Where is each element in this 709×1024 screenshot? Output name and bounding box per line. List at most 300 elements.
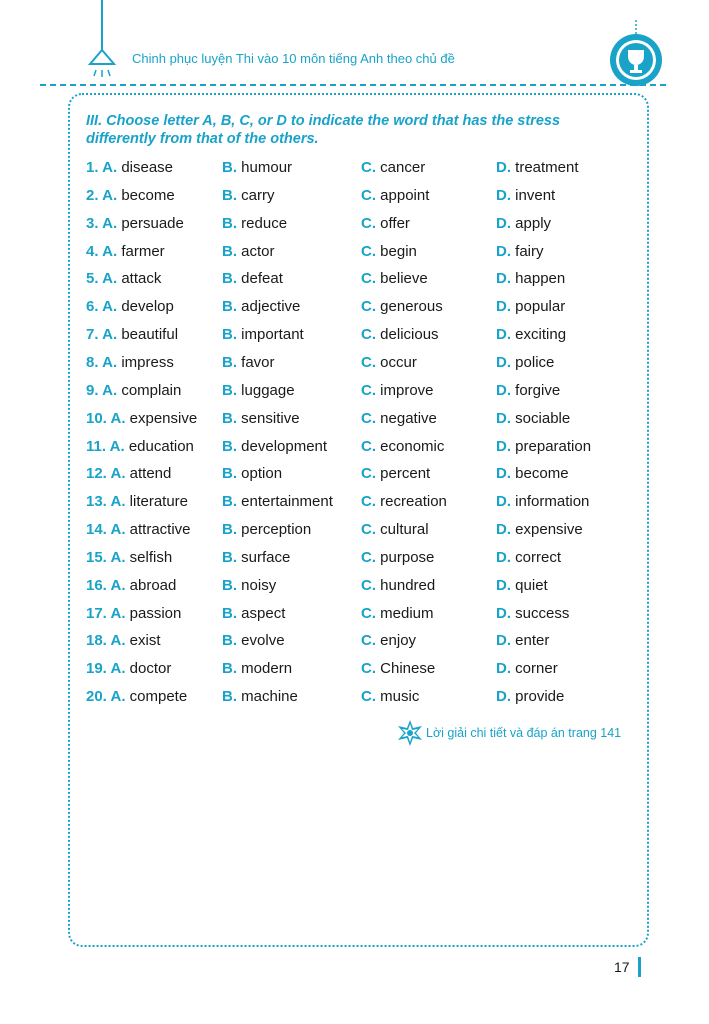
option-label (86, 159, 117, 176)
option-word: evolve (241, 632, 285, 650)
option-letter: D. (496, 548, 511, 566)
option-label (222, 382, 237, 399)
option-word: economic (380, 437, 445, 455)
question-number: 2. (86, 186, 99, 204)
option-c (361, 438, 444, 455)
option-c (361, 410, 437, 427)
question-number: 10. (86, 409, 107, 427)
option-word: hundred (380, 576, 436, 594)
option-label (496, 493, 511, 510)
option-d (496, 298, 565, 315)
option-label (361, 326, 376, 343)
option-word: actor (241, 242, 275, 260)
option-word: expensive (129, 409, 198, 427)
option-word: attack (121, 270, 162, 288)
question-row (86, 605, 646, 627)
option-letter: B. (222, 214, 237, 232)
page-number-bar (638, 957, 641, 977)
question-number: 17. (86, 604, 107, 622)
option-word: education (128, 437, 194, 455)
option-b (222, 465, 282, 482)
option-letter: A. (102, 186, 118, 204)
option-letter: D. (496, 242, 511, 260)
option-word: begin (380, 242, 417, 260)
option-label (496, 215, 511, 232)
option-label (86, 438, 125, 455)
option-label (86, 549, 125, 566)
option-letter: C. (361, 437, 376, 455)
option-a (86, 605, 181, 622)
option-label (361, 159, 376, 176)
option-label (86, 354, 117, 371)
option-b (222, 688, 298, 705)
option-label (222, 493, 237, 510)
option-d (496, 493, 589, 510)
option-c (361, 465, 430, 482)
question-row (86, 326, 646, 348)
option-c (361, 605, 434, 622)
option-label (222, 270, 237, 287)
option-word: percent (380, 465, 431, 483)
option-word: Chinese (380, 660, 436, 678)
option-letter: C. (361, 270, 376, 288)
option-label (361, 354, 376, 371)
option-word: surface (241, 548, 291, 566)
option-letter: B. (222, 381, 237, 399)
option-label (361, 438, 376, 455)
option-label (361, 493, 376, 510)
option-letter: B. (222, 298, 237, 316)
option-a (86, 688, 187, 705)
option-a (86, 326, 178, 343)
option-c (361, 632, 416, 649)
question-row (86, 577, 646, 599)
option-c (361, 298, 443, 315)
option-word: invent (515, 186, 556, 204)
option-label (86, 298, 117, 315)
option-b (222, 215, 287, 232)
option-letter: D. (496, 381, 511, 399)
option-letter: B. (222, 409, 237, 427)
option-label (496, 410, 511, 427)
option-b (222, 354, 275, 371)
option-word: appoint (380, 186, 430, 204)
option-c (361, 688, 419, 705)
option-word: reduce (241, 214, 288, 232)
answer-reference (396, 719, 621, 747)
question-number: 14. (86, 521, 107, 539)
question-number: 19. (86, 660, 107, 678)
star-burst-icon (396, 719, 424, 747)
option-c (361, 326, 439, 343)
option-c (361, 493, 447, 510)
question-row (86, 298, 646, 320)
option-word: doctor (129, 660, 172, 678)
option-label (86, 410, 125, 427)
option-letter: A. (102, 381, 118, 399)
option-label (496, 243, 511, 260)
option-label (496, 521, 511, 538)
option-letter: A. (102, 353, 118, 371)
option-word: option (241, 465, 283, 483)
option-c (361, 354, 417, 371)
option-letter: C. (361, 186, 376, 204)
option-letter: A. (110, 604, 126, 622)
question-number: 11. (86, 437, 107, 455)
option-word: fairy (515, 242, 544, 260)
option-letter: A. (110, 632, 126, 650)
option-letter: C. (361, 409, 376, 427)
option-letter: B. (222, 576, 237, 594)
option-b (222, 493, 333, 510)
option-label (86, 187, 117, 204)
option-letter: D. (496, 521, 511, 539)
option-word: expensive (515, 521, 583, 539)
option-letter: A. (110, 409, 126, 427)
option-label (496, 159, 511, 176)
option-letter: D. (496, 632, 511, 650)
option-word: provide (515, 688, 565, 706)
option-label (86, 465, 125, 482)
option-a (86, 660, 171, 677)
option-letter: D. (496, 493, 511, 511)
option-word: become (121, 186, 175, 204)
question-row (86, 382, 646, 404)
option-word: correct (515, 548, 562, 566)
option-letter: C. (361, 381, 376, 399)
question-row (86, 688, 646, 710)
option-letter: B. (222, 688, 237, 706)
option-b (222, 632, 285, 649)
option-letter: B. (222, 493, 237, 511)
option-letter: B. (222, 465, 237, 483)
option-word: attend (129, 465, 172, 483)
option-letter: A. (110, 493, 126, 511)
option-label (222, 465, 237, 482)
option-b (222, 438, 327, 455)
option-label (496, 354, 511, 371)
option-letter: C. (361, 298, 376, 316)
option-b (222, 326, 304, 343)
question-row (86, 660, 646, 682)
option-label (361, 270, 376, 287)
question-row (86, 521, 646, 543)
question-number: 18. (86, 632, 107, 650)
option-d (496, 605, 569, 622)
option-a (86, 493, 188, 510)
option-word: music (380, 688, 420, 706)
option-label (222, 243, 237, 260)
question-row (86, 549, 646, 571)
option-letter: B. (222, 270, 237, 288)
question-number: 4. (86, 242, 99, 260)
option-d (496, 354, 554, 371)
option-label (496, 382, 511, 399)
option-c (361, 577, 435, 594)
option-label (86, 577, 125, 594)
option-label (496, 438, 511, 455)
exercise-instruction: III. Choose letter A, B, C, or D to indicate the word that has the stress differently from that of the others. (86, 113, 561, 147)
option-word: purpose (380, 548, 435, 566)
option-word: recreation (380, 493, 447, 511)
option-label (222, 577, 237, 594)
option-letter: C. (361, 465, 376, 483)
option-word: perception (241, 521, 312, 539)
question-number: 9. (86, 381, 99, 399)
option-letter: A. (102, 270, 118, 288)
option-letter: D. (496, 576, 511, 594)
option-b (222, 605, 285, 622)
option-d (496, 577, 548, 594)
option-label (86, 632, 125, 649)
option-letter: C. (361, 604, 376, 622)
option-word: quiet (515, 576, 548, 594)
option-b (222, 521, 311, 538)
option-label (496, 577, 511, 594)
option-letter: C. (361, 660, 376, 678)
option-word: defeat (241, 270, 283, 288)
option-letter: D. (496, 270, 511, 288)
option-word: adjective (241, 298, 301, 316)
question-number: 15. (86, 548, 107, 566)
option-word: favor (241, 353, 275, 371)
option-letter: C. (361, 493, 376, 511)
option-letter: C. (361, 214, 376, 232)
option-word: machine (241, 688, 298, 706)
option-word: information (515, 493, 590, 511)
option-d (496, 521, 583, 538)
option-label (222, 159, 237, 176)
option-word: offer (380, 214, 410, 232)
option-label (86, 605, 125, 622)
question-row (86, 410, 646, 432)
option-word: persuade (121, 214, 184, 232)
option-letter: B. (222, 632, 237, 650)
option-word: disease (121, 159, 174, 176)
option-word: become (515, 465, 569, 483)
option-b (222, 410, 300, 427)
option-label (222, 326, 237, 343)
option-letter: B. (222, 604, 237, 622)
option-label (361, 410, 376, 427)
option-word: generous (380, 298, 443, 316)
option-label (361, 243, 376, 260)
option-word: entertainment (241, 493, 333, 511)
option-letter: B. (222, 159, 237, 176)
option-d (496, 410, 570, 427)
option-label (361, 549, 376, 566)
option-b (222, 159, 292, 176)
option-word: cancer (380, 159, 426, 176)
question-row (86, 159, 646, 181)
option-label (496, 465, 511, 482)
option-letter: A. (110, 660, 126, 678)
option-letter: C. (361, 548, 376, 566)
option-word: selfish (129, 548, 173, 566)
option-label (86, 326, 117, 343)
option-word: exist (129, 632, 161, 650)
option-label (496, 549, 511, 566)
option-label (86, 382, 117, 399)
option-a (86, 243, 165, 260)
option-label (86, 215, 117, 232)
option-label (361, 465, 376, 482)
option-label (361, 632, 376, 649)
option-word: develop (121, 298, 174, 316)
option-d (496, 326, 566, 343)
option-label (496, 660, 511, 677)
option-word: impress (121, 353, 174, 371)
option-word: popular (515, 298, 566, 316)
option-word: success (515, 604, 570, 622)
option-letter: A. (110, 688, 126, 706)
option-word: police (515, 353, 555, 371)
option-letter: C. (361, 242, 376, 260)
question-number: 5. (86, 270, 99, 288)
option-a (86, 187, 175, 204)
option-a (86, 632, 161, 649)
option-label (361, 660, 376, 677)
option-label (361, 605, 376, 622)
question-row (86, 465, 646, 487)
trophy-badge-icon (606, 20, 666, 90)
option-c (361, 660, 435, 677)
option-d (496, 187, 555, 204)
option-word: cultural (380, 521, 429, 539)
option-letter: B. (222, 186, 237, 204)
option-label (222, 438, 237, 455)
question-number: 12. (86, 465, 107, 483)
option-a (86, 298, 174, 315)
question-number: 8. (86, 353, 99, 371)
option-letter: A. (102, 298, 118, 316)
question-row (86, 354, 646, 376)
option-word: forgive (515, 381, 561, 399)
option-word: enjoy (380, 632, 417, 650)
option-c (361, 270, 428, 287)
option-word: sociable (515, 409, 571, 427)
option-letter: A. (110, 521, 126, 539)
question-number: 1. (86, 159, 99, 176)
option-word: exciting (515, 326, 567, 344)
question-number: 6. (86, 298, 99, 316)
option-letter: C. (361, 326, 376, 344)
option-b (222, 298, 300, 315)
option-d (496, 270, 565, 287)
page-number: 17 (614, 959, 630, 975)
option-c (361, 549, 434, 566)
option-c (361, 243, 417, 260)
option-label (361, 215, 376, 232)
question-row (86, 632, 646, 654)
option-a (86, 354, 174, 371)
option-letter: A. (102, 159, 118, 176)
option-a (86, 215, 184, 232)
option-word: development (241, 437, 328, 455)
option-word: corner (515, 660, 558, 678)
hanging-lamp-icon (84, 0, 120, 82)
option-word: passion (129, 604, 182, 622)
option-label (86, 688, 125, 705)
option-word: aspect (241, 604, 286, 622)
option-word: believe (380, 270, 428, 288)
option-label (222, 410, 237, 427)
option-d (496, 215, 551, 232)
option-word: enter (515, 632, 550, 650)
option-word: happen (515, 270, 566, 288)
option-label (496, 605, 511, 622)
option-letter: B. (222, 521, 237, 539)
option-label (222, 215, 237, 232)
option-b (222, 577, 276, 594)
option-word: humour (241, 159, 293, 176)
option-label (496, 688, 511, 705)
option-a (86, 549, 172, 566)
question-row (86, 270, 646, 292)
option-letter: B. (222, 242, 237, 260)
option-word: medium (380, 604, 434, 622)
option-letter: D. (496, 437, 511, 455)
option-word: compete (129, 688, 188, 706)
option-word: carry (241, 186, 275, 204)
option-d (496, 660, 558, 677)
option-letter: D. (496, 186, 511, 204)
option-word: treatment (515, 159, 579, 176)
question-row (86, 438, 646, 460)
option-label (222, 187, 237, 204)
option-label (361, 382, 376, 399)
answer-reference-text: Lời giải chi tiết và đáp án trang 141 (426, 726, 622, 740)
option-label (496, 632, 511, 649)
option-a (86, 438, 194, 455)
option-letter: C. (361, 576, 376, 594)
option-label (222, 605, 237, 622)
question-row (86, 493, 646, 515)
running-title: Chinh phục luyện Thi vào 10 môn tiếng Anh theo chủ đề (132, 51, 455, 66)
option-letter: D. (496, 465, 511, 483)
option-word: sensitive (241, 409, 300, 427)
option-label (496, 187, 511, 204)
option-d (496, 632, 549, 649)
option-d (496, 243, 544, 260)
option-letter: A. (102, 326, 118, 344)
option-letter: A. (110, 465, 126, 483)
option-letter: B. (222, 548, 237, 566)
option-word: important (241, 326, 304, 344)
option-c (361, 215, 410, 232)
option-word: literature (129, 493, 189, 511)
question-number: 3. (86, 214, 99, 232)
option-c (361, 187, 429, 204)
option-letter: B. (222, 353, 237, 371)
option-d (496, 688, 564, 705)
option-word: delicious (380, 326, 439, 344)
option-label (86, 660, 125, 677)
option-a (86, 465, 171, 482)
question-row (86, 215, 646, 237)
question-number: 13. (86, 493, 107, 511)
option-c (361, 382, 434, 399)
question-number: 20. (86, 688, 107, 706)
option-letter: D. (496, 298, 511, 316)
option-label (86, 521, 125, 538)
option-a (86, 382, 181, 399)
option-label (222, 298, 237, 315)
option-label (496, 270, 511, 287)
option-letter: A. (109, 437, 125, 455)
option-a (86, 577, 176, 594)
option-label (361, 521, 376, 538)
